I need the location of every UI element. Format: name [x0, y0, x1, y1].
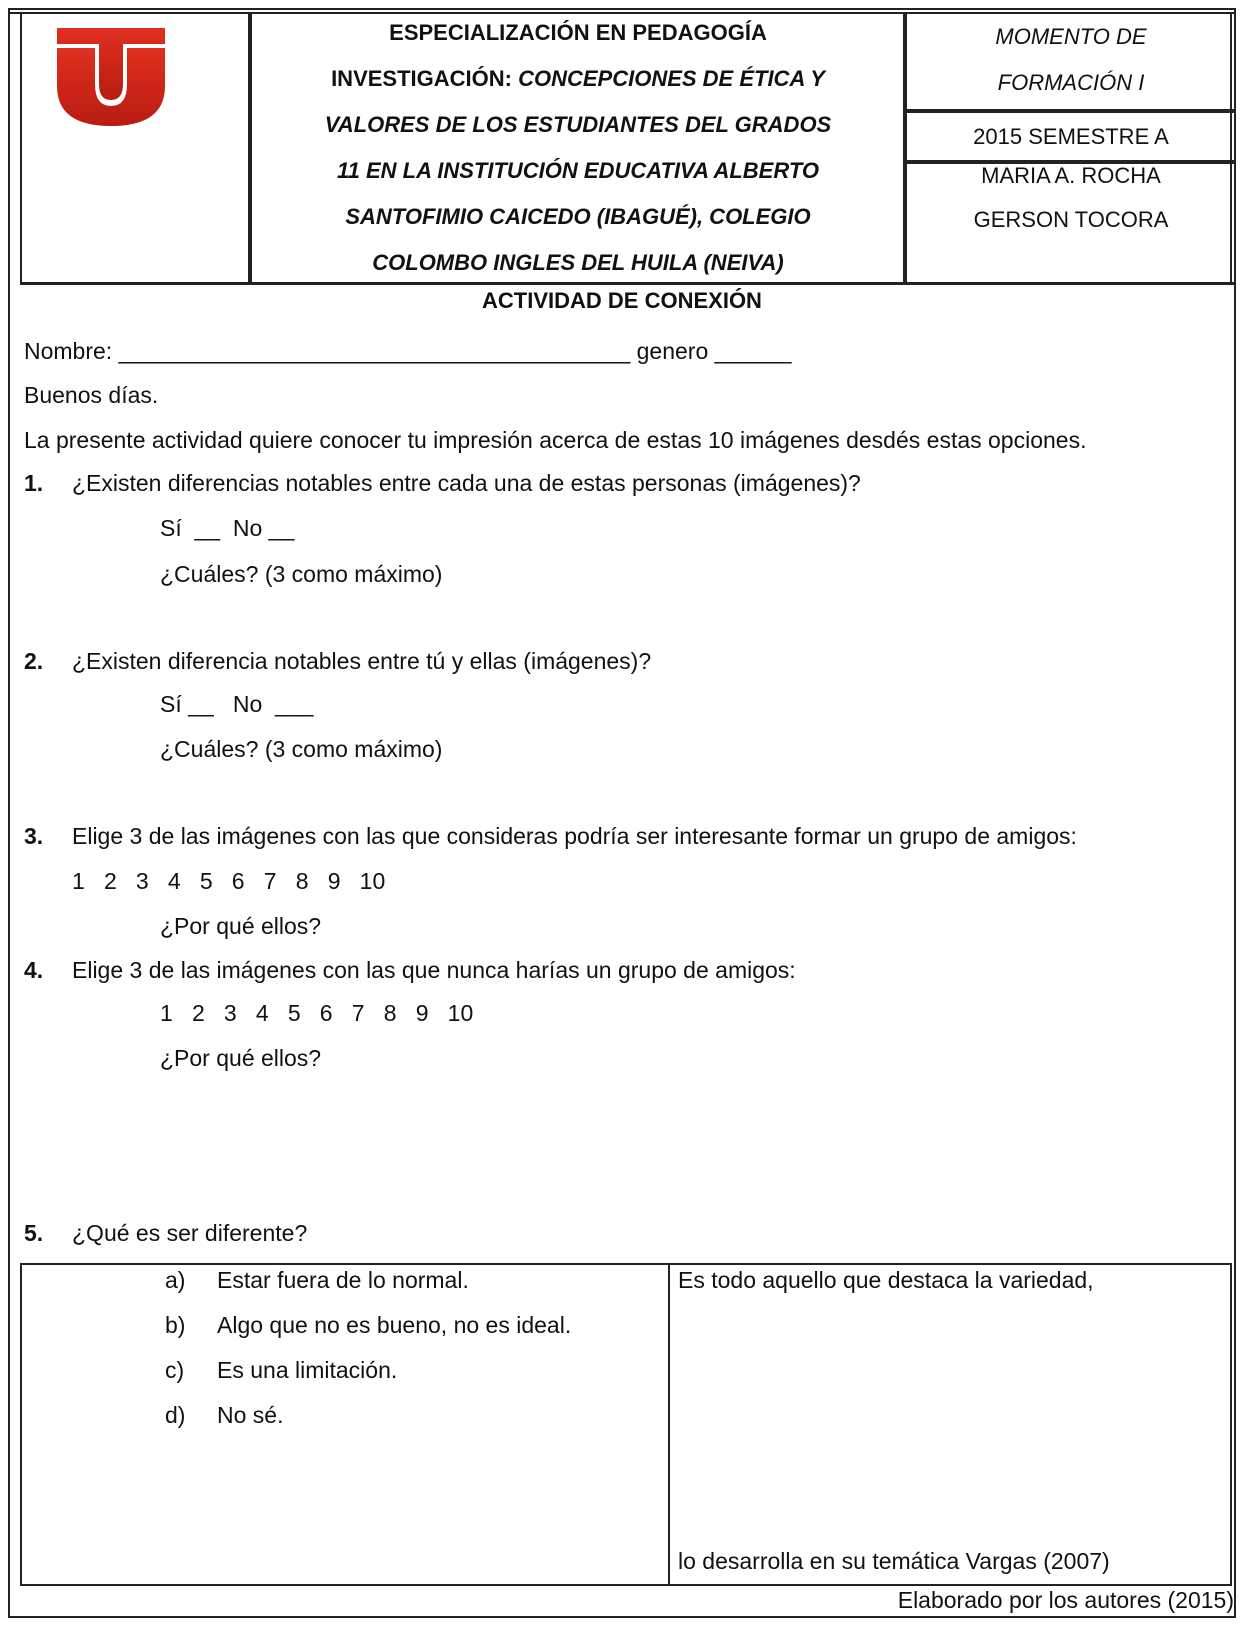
moment-cell: MOMENTO DE FORMACIÓN I — [995, 24, 1147, 95]
ut-logo-icon — [55, 26, 167, 128]
q5-right-bottom-text: lo desarrolla en su temática Vargas (2007) — [678, 1548, 1110, 1574]
q2-followup: ¿Cuáles? (3 como máximo) — [160, 736, 443, 762]
q1-options: Sí __ No __ — [160, 515, 295, 541]
q5-option-c-letter: c) — [165, 1357, 185, 1383]
q5-option-c-text: Es una limitación. — [217, 1357, 398, 1383]
research-line-2: VALORES DE LOS ESTUDIANTES DEL GRADOS — [324, 112, 832, 137]
q4-followup: ¿Por qué ellos? — [160, 1045, 322, 1071]
q3-number: 3. — [24, 823, 44, 849]
institution-logo — [55, 26, 167, 128]
header-right-rule-1 — [905, 109, 1234, 113]
research-line-3: 11 EN LA INSTITUCIÓN EDUCATIVA ALBERTO — [337, 158, 819, 183]
q5-option-a-letter: a) — [165, 1267, 186, 1293]
q4-numbers: 1 2 3 4 5 6 7 8 9 10 — [160, 1000, 474, 1026]
research-line-1: INVESTIGACIÓN: CONCEPCIONES DE ÉTICA Y — [331, 66, 825, 91]
q5-text: ¿Qué es ser diferente? — [72, 1220, 308, 1246]
q2-options: Sí __ No ___ — [160, 691, 314, 717]
greeting: Buenos días. — [24, 382, 159, 408]
q5-right-top-text: Es todo aquello que destaca la variedad, — [678, 1267, 1094, 1293]
q5-option-d-text: No sé. — [217, 1402, 284, 1428]
q3-followup: ¿Por qué ellos? — [160, 913, 322, 939]
footer-credit: Elaborado por los autores (2015) — [897, 1587, 1234, 1613]
q4-number: 4. — [24, 957, 44, 983]
activity-title: ACTIVIDAD DE CONEXIÓN — [482, 288, 762, 313]
q4-text: Elige 3 de las imágenes con las que nunca harías un grupo de amigos: — [72, 957, 796, 983]
intro-text: La presente actividad quiere conocer tu impresión acerca de estas 10 imágenes desdés estas opciones. — [24, 427, 1087, 453]
q2-text: ¿Existen diferencia notables entre tú y ellas (imágenes)? — [72, 648, 652, 674]
q5-option-b-text: Algo que no es bueno, no es ideal. — [217, 1312, 572, 1338]
authors-cell: MARIA A. ROCHA GERSON TOCORA — [973, 163, 1169, 232]
q1-followup: ¿Cuáles? (3 como máximo) — [160, 561, 443, 587]
q3-numbers: 1 2 3 4 5 6 7 8 9 10 — [72, 868, 386, 894]
q3-text: Elige 3 de las imágenes con las que consideras podría ser interesante formar un grupo de amigos: — [72, 823, 1077, 849]
research-line-5: COLOMBO INGLES DEL HUILA (NEIVA) — [372, 250, 784, 275]
header-divider-1 — [20, 14, 22, 284]
q1-number: 1. — [24, 470, 44, 496]
q5-number: 5. — [24, 1220, 44, 1246]
research-line-4: SANTOFIMIO CAICEDO (IBAGUÉ), COLEGIO — [345, 204, 811, 229]
q5-table-divider — [668, 1263, 670, 1586]
q5-option-a-text: Estar fuera de lo normal. — [217, 1267, 469, 1293]
q5-option-d-letter: d) — [165, 1402, 186, 1428]
research-title-block — [252, 10, 904, 286]
q5-option-b-letter: b) — [165, 1312, 186, 1338]
q1-text: ¿Existen diferencias notables entre cada una de estas personas (imágenes)? — [72, 470, 861, 496]
q5-table — [20, 1263, 1232, 1586]
name-gender-line: Nombre: ________________________________________ genero ______ — [24, 338, 792, 364]
q2-number: 2. — [24, 648, 44, 674]
semester-cell: 2015 SEMESTRE A — [973, 124, 1169, 149]
program-title: ESPECIALIZACIÓN EN PEDAGOGÍA — [389, 20, 767, 45]
